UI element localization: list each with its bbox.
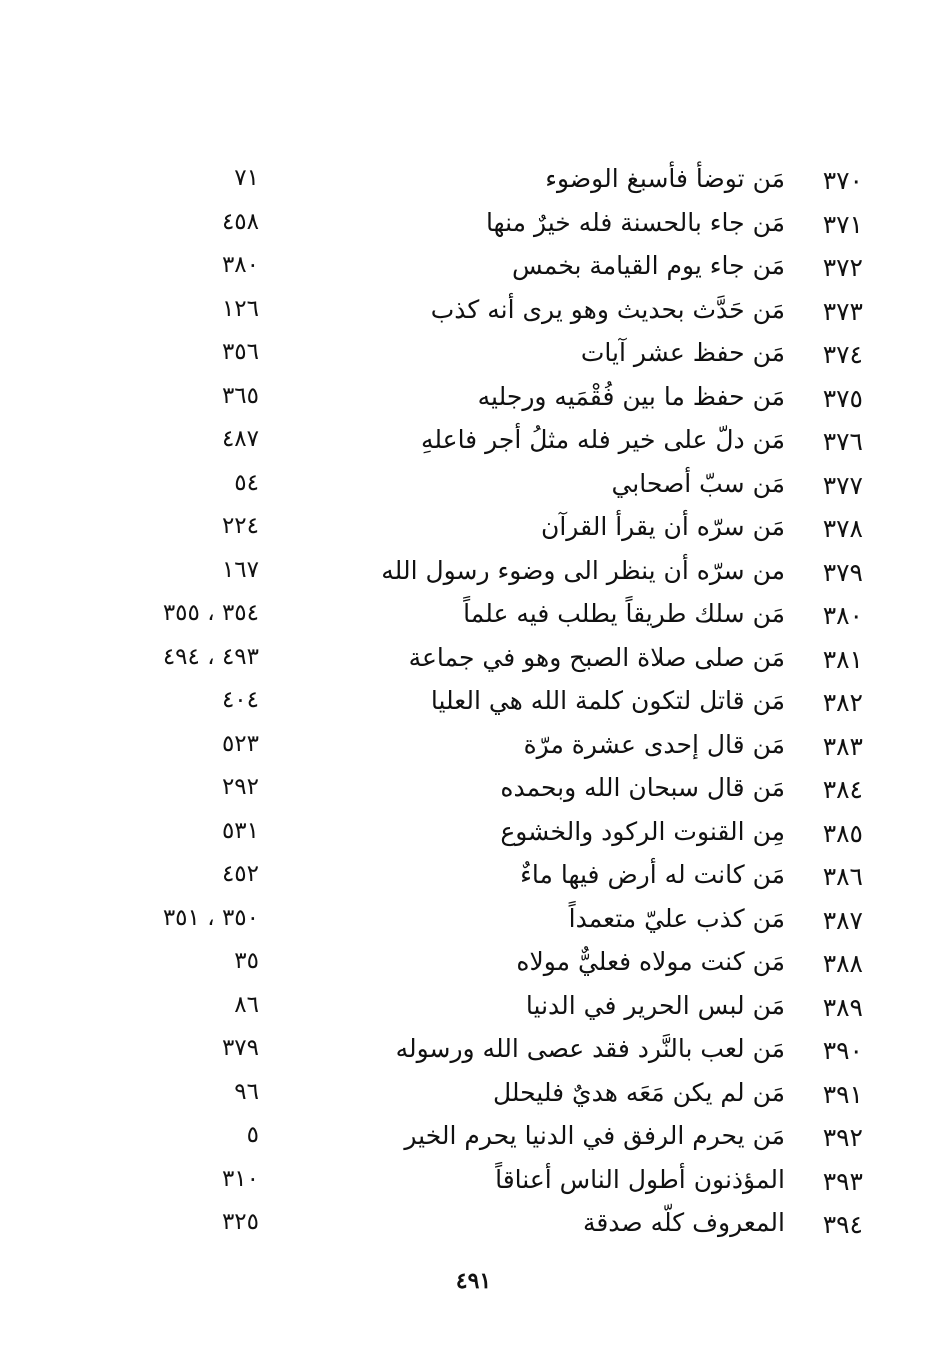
entry-number: ٣٧٢ [822, 253, 863, 282]
index-row [0, 726, 947, 770]
entry-text: مَن قال إحدى عشرة مرّة [523, 729, 785, 759]
entry-number: ٣٧٤ [822, 340, 863, 369]
entry-pages: ٤٥٨ [221, 208, 259, 235]
index-row [0, 1204, 947, 1248]
entry-number: ٣٨٧ [822, 905, 863, 935]
entry-text: مَن توضأ فأسبغ الوضوء [545, 164, 785, 193]
entry-pages: ٢٢٤ [221, 513, 259, 539]
entry-pages: ٤٥٢ [221, 861, 259, 887]
entry-text: مَن كانت له أرض فيها ماءٌ [520, 860, 785, 889]
entry-text: مَن يحرم الرفق في الدنيا يحرم الخير [404, 1121, 785, 1150]
entry-pages: ٣٨٠ [221, 252, 259, 278]
entry-number: ٣٨٠ [822, 601, 863, 630]
entry-text: مَن لبس الحرير في الدنيا [525, 990, 785, 1020]
page-number: ٤٩١ [455, 1268, 492, 1294]
entry-pages: ١٦٧ [221, 556, 259, 583]
entry-text: مَن كنت مولاه فعليٌّ مولاه [516, 947, 785, 976]
index-row [0, 1161, 947, 1205]
hadith-index-list [0, 160, 947, 1248]
entry-pages: ٤٠٤ [221, 687, 259, 713]
entry-number: ٣٨٥ [822, 818, 863, 848]
entry-pages: ٨٦ [234, 991, 259, 1018]
entry-text: مِن القنوت الركود والخشوع [500, 816, 785, 846]
entry-number: ٣٨١ [822, 644, 863, 674]
index-row [0, 1030, 947, 1074]
entry-number: ٣٧٦ [822, 427, 863, 456]
entry-text: مَن حفظ عشر آيات [580, 338, 785, 367]
entry-number: ٣٧١ [822, 209, 863, 239]
entry-pages: ٥٢٣ [221, 730, 259, 757]
entry-number: ٣٩٣ [822, 1166, 863, 1196]
index-row [0, 1117, 947, 1161]
index-row [0, 682, 947, 726]
entry-pages: ١٢٦ [221, 295, 259, 322]
entry-text: مَن دلّ على خير فله مثلُ أجر فاعلهِ [420, 425, 785, 454]
index-row [0, 943, 947, 987]
index-row [0, 769, 947, 813]
entry-number: ٣٩٠ [822, 1036, 863, 1065]
entry-number: ٣٨٩ [822, 992, 863, 1022]
entry-pages: ٢٩٢ [221, 774, 259, 800]
entry-text: مَن قاتل لتكون كلمة الله هي العليا [430, 686, 785, 715]
entry-pages: ٤٩٣ ، ٤٩٤ [162, 643, 259, 670]
index-row [0, 813, 947, 857]
entry-number: ٣٨٢ [822, 688, 863, 717]
entry-pages: ٣٧٩ [221, 1035, 259, 1061]
entry-number: ٣٩١ [822, 1079, 863, 1109]
index-row [0, 639, 947, 683]
entry-pages: ٧١ [234, 165, 259, 191]
index-row [0, 421, 947, 465]
index-row [0, 987, 947, 1031]
entry-number: ٣٧٧ [822, 470, 863, 500]
entry-pages: ٣٢٥ [221, 1209, 259, 1235]
index-row [0, 204, 947, 248]
entry-text: مَن لعب بالنَّرد فقد عصى الله ورسوله [395, 1034, 785, 1063]
entry-text: مَن حفظ ما بين فُقْمَيه ورجليه [477, 381, 785, 411]
entry-text: مَن جاء بالحسنة فله خيرٌ منها [485, 207, 785, 237]
entry-text: مَن كذب عليّ متعمداً [568, 903, 785, 933]
entry-number: ٣٧٠ [822, 166, 863, 195]
entry-text: مَن لم يكن مَعَه هديٌ فليحلل [492, 1077, 785, 1107]
entry-pages: ٣١٠ [221, 1165, 259, 1192]
entry-pages: ٤٨٧ [221, 426, 259, 452]
index-row [0, 856, 947, 900]
entry-text: مَن قال سبحان الله وبحمده [500, 773, 785, 802]
entry-pages: ٣٥ [234, 948, 259, 974]
entry-text: المؤذنون أطول الناس أعناقاً [495, 1164, 785, 1194]
entry-pages: ٥ [246, 1122, 259, 1148]
entry-pages: ٥٤ [234, 469, 259, 496]
entry-text: مَن حَدَّث بحديث وهو يرى أنه كذب [430, 294, 785, 324]
entry-pages: ٣٥٠ ، ٣٥١ [162, 904, 259, 931]
entry-number: ٣٩٢ [822, 1123, 863, 1152]
index-row [0, 334, 947, 378]
entry-pages: ٥٣١ [221, 817, 259, 844]
index-row [0, 1074, 947, 1118]
entry-pages: ٣٦٥ [221, 382, 259, 409]
entry-number: ٣٧٨ [822, 514, 863, 543]
index-row [0, 508, 947, 552]
index-row [0, 595, 947, 639]
entry-text: مَن سلك طريقاً يطلب فيه علماً [463, 599, 785, 628]
entry-pages: ٣٥٦ [221, 339, 259, 365]
entry-number: ٣٨٣ [822, 731, 863, 761]
entry-text: مَن سرّه أن يقرأ القرآن [540, 512, 785, 541]
entry-number: ٣٨٦ [822, 862, 863, 891]
entry-text: مَن صلى صلاة الصبح وهو في جماعة [408, 642, 785, 672]
entry-text: مَن سبّ أصحابي [611, 468, 785, 498]
entry-pages: ٣٥٤ ، ٣٥٥ [162, 600, 259, 626]
entry-text: من سرّه أن ينظر الى وضوء رسول الله [381, 555, 785, 585]
entry-pages: ٩٦ [234, 1078, 259, 1105]
entry-text: مَن جاء يوم القيامة بخمس [512, 251, 785, 280]
entry-number: ٣٨٨ [822, 949, 863, 978]
entry-number: ٣٧٩ [822, 557, 863, 587]
entry-number: ٣٩٤ [822, 1210, 863, 1239]
index-row [0, 160, 947, 204]
index-row [0, 552, 947, 596]
index-row [0, 378, 947, 422]
index-row [0, 900, 947, 944]
index-row [0, 291, 947, 335]
entry-text: المعروف كلّه صدقة [582, 1208, 785, 1237]
entry-number: ٣٧٣ [822, 296, 863, 326]
index-row [0, 247, 947, 291]
index-row [0, 465, 947, 509]
entry-number: ٣٨٤ [822, 775, 863, 804]
entry-number: ٣٧٥ [822, 383, 863, 413]
